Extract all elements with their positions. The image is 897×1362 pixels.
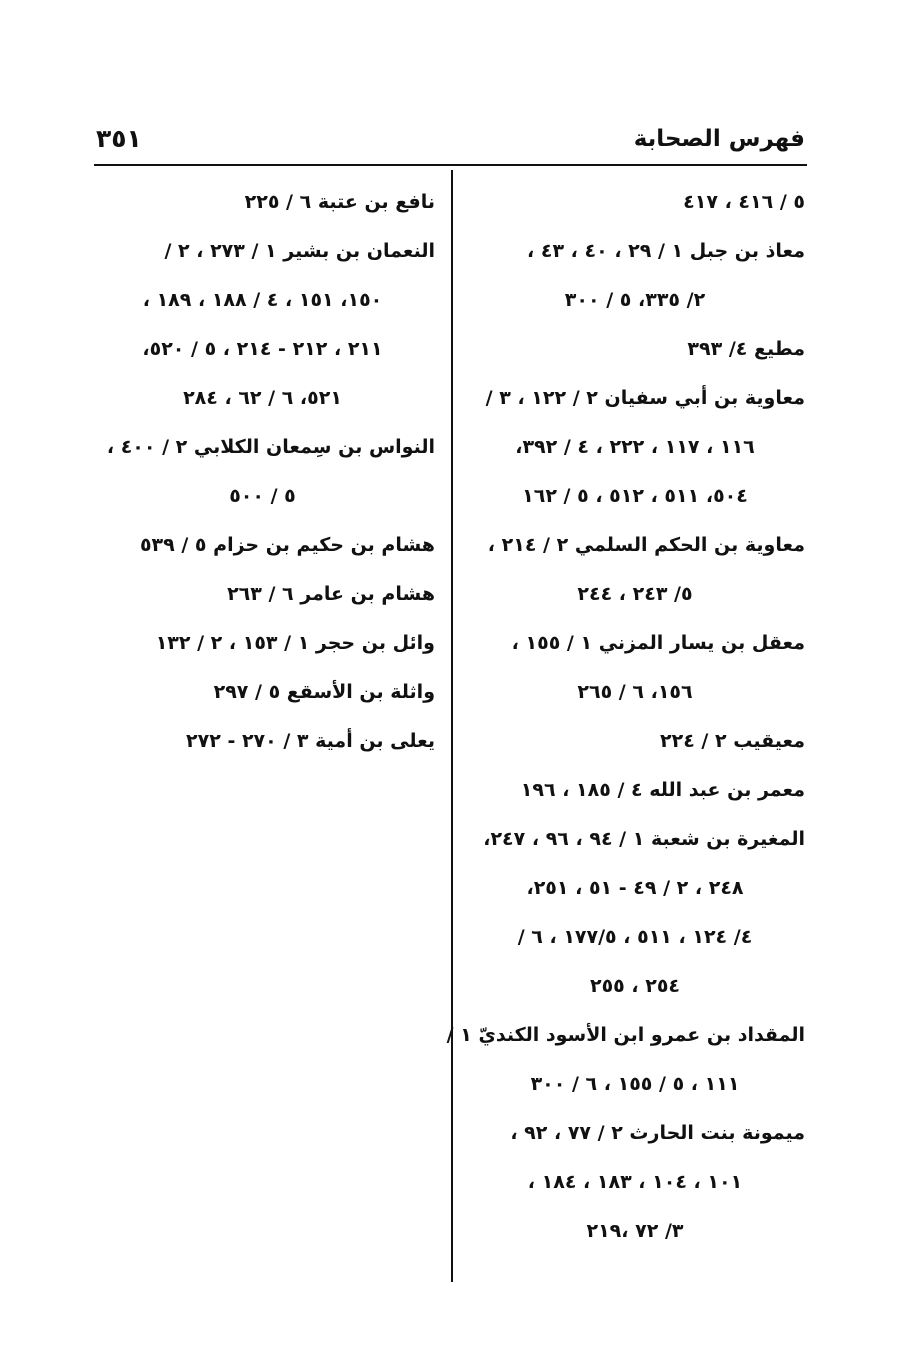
index-entry	[465, 619, 805, 717]
entry-headline: معاوية بن الحكم السلمي ٢ / ٢١٤ ،	[487, 534, 805, 556]
entry-continuation: ٥/ ٢٤٣ ، ٢٤٤	[577, 583, 693, 605]
index-entry	[90, 570, 435, 619]
entry-headline: مطيع ٤/ ٣٩٣	[687, 338, 805, 360]
entry-continuation: ٥٢١، ٦ / ٦٢ ، ٢٨٤	[183, 387, 342, 409]
index-entry	[465, 227, 805, 325]
entry-headline: معاوية بن أبي سفيان ٢ / ١٢٢ ، ٣ /	[485, 387, 805, 409]
index-entry	[465, 815, 805, 1011]
entry-headline: هشام بن حكيم بن حزام ٥ / ٥٣٩	[139, 534, 435, 556]
index-entry	[465, 1109, 805, 1256]
entry-headline: النعمان بن بشير ١ / ٢٧٣ ، ٢ /	[164, 240, 435, 262]
right-column	[446, 178, 805, 1256]
column-divider	[451, 170, 453, 1282]
left-column	[90, 178, 435, 766]
index-entry	[465, 374, 805, 521]
index-entry	[465, 766, 805, 815]
entry-continuation: ٥٠٤، ٥١١ ، ٥١٢ ، ٥ / ١٦٢	[522, 485, 748, 507]
entry-headline: معيقيب ٢ / ٢٢٤	[660, 730, 805, 752]
header-divider	[94, 164, 807, 166]
index-entry	[90, 521, 435, 570]
entry-headline: النواس بن سِمعان الكلابي ٢ / ٤٠٠ ،	[106, 436, 435, 458]
entry-continuation: ١٥٠، ١٥١ ، ٤ / ١٨٨ ، ١٨٩ ،	[142, 289, 383, 311]
entry-headline: واثلة بن الأسقع ٥ / ٢٩٧	[213, 681, 435, 703]
entry-headline: وائل بن حجر ١ / ١٥٣ ، ٢ / ١٣٢	[155, 632, 435, 654]
entry-headline: يعلى بن أمية ٣ / ٢٧٠ - ٢٧٢	[186, 730, 435, 752]
entry-continuation: ٢٤٨ ، ٢ / ٤٩ - ٥١ ، ٢٥١،	[526, 877, 744, 899]
index-entry	[465, 717, 805, 766]
index-entry	[446, 1011, 805, 1109]
entry-headline: معاذ بن جبل ١ / ٢٩ ، ٤٠ ، ٤٣ ،	[527, 240, 805, 262]
index-entry	[465, 178, 805, 227]
entry-headline: ميمونة بنت الحارث ٢ / ٧٧ ، ٩٢ ،	[510, 1122, 805, 1144]
entry-headline: المقداد بن عمرو ابن الأسود الكنديّ ١ /	[446, 1024, 805, 1046]
page-header-title: فهرس الصحابة	[633, 126, 805, 152]
entry-continuation: ٢/ ٣٣٥، ٥ / ٣٠٠	[564, 289, 706, 311]
entry-headline: نافع بن عتبة ٦ / ٢٢٥	[244, 191, 435, 213]
entry-continuation: ١١١ ، ٥ / ١٥٥ ، ٦ / ٣٠٠	[530, 1073, 740, 1095]
entry-continuation: ١٠١ ، ١٠٤ ، ١٨٣ ، ١٨٤ ،	[527, 1171, 743, 1193]
entry-continuation: ٣/ ٧٢ ،٢١٩	[586, 1220, 684, 1242]
entry-continuation: ١١٦ ، ١١٧ ، ٢٢٢ ، ٤ / ٣٩٢،	[515, 436, 755, 458]
index-entry	[90, 227, 435, 423]
page-number: ٣٥١	[96, 124, 142, 153]
entry-headline: المغيرة بن شعبة ١ / ٩٤ ، ٩٦ ، ٢٤٧،	[483, 828, 805, 850]
index-entry	[90, 668, 435, 717]
entry-headline: هشام بن عامر ٦ / ٢٦٣	[227, 583, 435, 605]
index-entry	[90, 178, 435, 227]
entry-headline: معمر بن عبد الله ٤ / ١٨٥ ، ١٩٦	[520, 779, 805, 801]
index-entry	[465, 325, 805, 374]
entry-continuation: ١٥٦، ٦ / ٢٦٥	[577, 681, 693, 703]
index-entry	[465, 521, 805, 619]
entry-continuation: ٥ / ٥٠٠	[229, 485, 296, 507]
index-entry	[90, 619, 435, 668]
index-entry	[90, 423, 435, 521]
entry-headline: ٥ / ٤١٦ ، ٤١٧	[683, 191, 805, 213]
index-entry	[90, 717, 435, 766]
entry-continuation: ٢١١ ، ٢١٢ - ٢١٤ ، ٥ / ٥٢٠،	[142, 338, 383, 360]
entry-continuation: ٤/ ١٢٤ ، ٥١١ ، ١٧٧/٥ ، ٦ /	[517, 926, 753, 948]
entry-continuation: ٢٥٤ ، ٢٥٥	[589, 975, 681, 997]
entry-headline: معقل بن يسار المزني ١ / ١٥٥ ،	[511, 632, 805, 654]
